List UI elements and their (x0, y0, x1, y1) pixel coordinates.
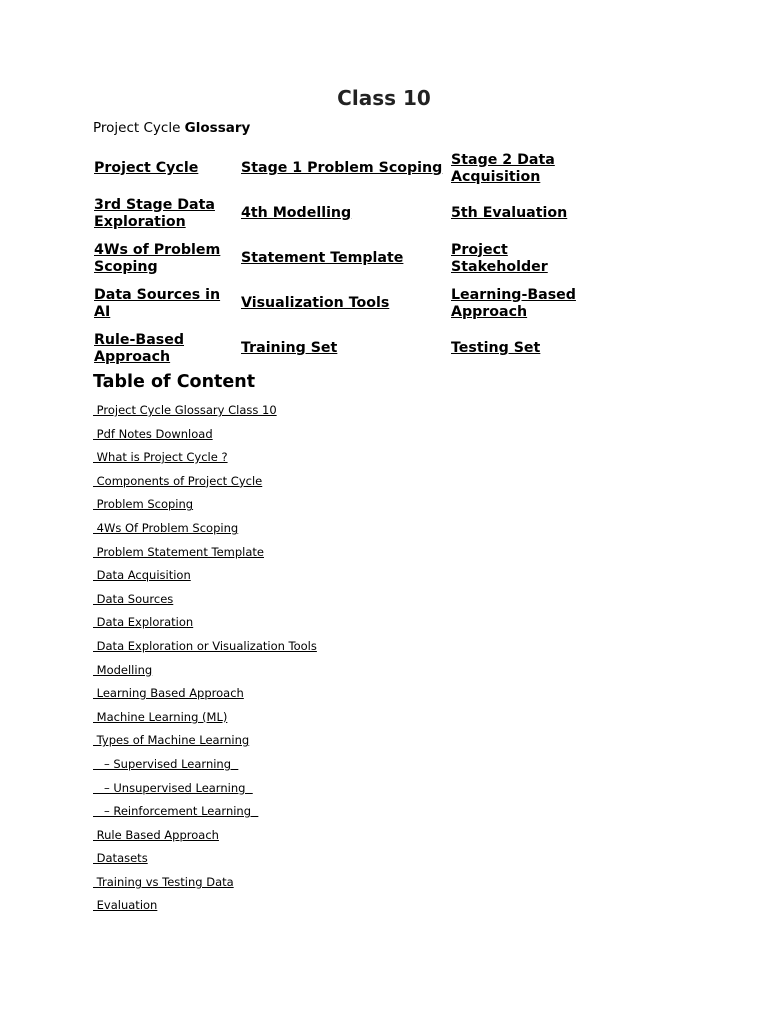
glossary-link[interactable]: Learning-Based Approach (451, 286, 576, 320)
glossary-link[interactable]: 3rd Stage Data Exploration (94, 196, 215, 230)
glossary-cell (94, 236, 241, 281)
glossary-link[interactable]: Testing Set (451, 340, 541, 356)
glossary-link-grid (94, 146, 601, 371)
toc-item (93, 473, 317, 497)
toc-item (93, 426, 317, 450)
glossary-link[interactable]: 4Ws of Problem Scoping (94, 241, 221, 275)
toc-link[interactable]: – Reinforcement Learning (93, 804, 259, 819)
toc-item (93, 638, 317, 662)
toc-link[interactable]: Machine Learning (ML) (93, 709, 228, 724)
toc-item (93, 449, 317, 473)
glossary-heading-bold: Glossary (184, 120, 251, 136)
glossary-link[interactable]: Rule-Based Approach (94, 331, 185, 365)
glossary-link[interactable]: Training Set (241, 340, 338, 356)
glossary-cell (241, 146, 451, 191)
glossary-cell (94, 326, 241, 371)
glossary-cell (451, 191, 601, 236)
glossary-cell (451, 236, 601, 281)
glossary-cell (94, 191, 241, 236)
toc-item (93, 709, 317, 733)
toc-item (93, 803, 317, 827)
toc-link[interactable]: Modelling (93, 662, 153, 677)
toc-link[interactable]: Project Cycle Glossary Class 10 (93, 403, 277, 417)
glossary-cell (451, 281, 601, 326)
toc-link[interactable]: Pdf Notes Download (93, 426, 213, 441)
toc-item (93, 897, 317, 921)
toc-item (93, 732, 317, 756)
toc-item (93, 402, 317, 426)
glossary-cell (241, 236, 451, 281)
toc-item (93, 780, 317, 804)
glossary-cell (241, 191, 451, 236)
toc-link[interactable]: Data Sources (93, 591, 174, 606)
toc-link[interactable]: Datasets (93, 851, 148, 866)
glossary-link[interactable]: Data Sources in AI (94, 286, 221, 320)
toc-item (93, 827, 317, 851)
glossary-link[interactable]: Stage 1 Problem Scoping (241, 160, 443, 176)
toc-link[interactable]: – Supervised Learning (93, 756, 239, 771)
toc-item (93, 567, 317, 591)
glossary-link[interactable]: Stage 2 Data Acquisition (451, 151, 555, 185)
toc-item (93, 591, 317, 615)
glossary-cell (94, 146, 241, 191)
toc-link[interactable]: Data Exploration or Visualization Tools (93, 638, 317, 653)
toc-link[interactable]: Data Exploration (93, 615, 194, 630)
toc-link[interactable]: 4Ws Of Problem Scoping (93, 520, 239, 535)
glossary-cell (94, 281, 241, 326)
toc-item (93, 520, 317, 544)
page-title: Class 10 (337, 86, 431, 110)
toc-link[interactable]: Evaluation (93, 898, 158, 913)
toc-item (93, 662, 317, 686)
toc-item (93, 850, 317, 874)
glossary-cell (241, 281, 451, 326)
toc-item (93, 874, 317, 898)
glossary-link[interactable]: Statement Template (241, 250, 404, 266)
toc-link[interactable]: Training vs Testing Data (93, 874, 234, 889)
table-of-contents (93, 402, 317, 921)
toc-link[interactable]: What is Project Cycle ? (93, 450, 228, 465)
toc-link[interactable]: Data Acquisition (93, 568, 191, 583)
glossary-heading (93, 120, 250, 136)
glossary-link[interactable]: Visualization Tools (241, 295, 390, 311)
glossary-link[interactable]: 4th Modelling (241, 205, 352, 221)
toc-item (93, 685, 317, 709)
glossary-link[interactable]: Project Stakeholder (451, 241, 548, 275)
toc-item (93, 614, 317, 638)
toc-link[interactable]: Problem Scoping (93, 497, 194, 512)
toc-heading: Table of Content (93, 372, 256, 392)
toc-link[interactable]: Rule Based Approach (93, 827, 219, 842)
glossary-heading-prefix: Project Cycle (93, 120, 185, 136)
toc-link[interactable]: Learning Based Approach (93, 686, 244, 701)
toc-item (93, 496, 317, 520)
toc-link[interactable]: – Unsupervised Learning (93, 780, 253, 795)
toc-link[interactable]: Types of Machine Learning (93, 733, 250, 748)
toc-link[interactable]: Problem Statement Template (93, 544, 264, 559)
glossary-link[interactable]: Project Cycle (94, 160, 199, 176)
toc-item (93, 544, 317, 568)
glossary-cell (241, 326, 451, 371)
glossary-cell (451, 326, 601, 371)
toc-link[interactable]: Components of Project Cycle (93, 473, 263, 488)
glossary-cell (451, 146, 601, 191)
glossary-link[interactable]: 5th Evaluation (451, 205, 568, 221)
toc-item (93, 756, 317, 780)
